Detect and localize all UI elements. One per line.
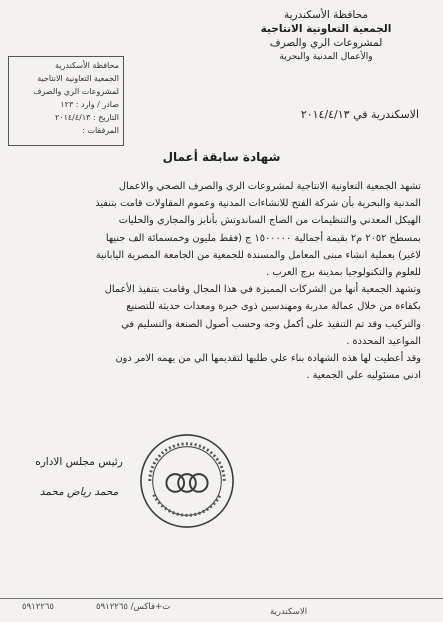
body-line: تشهد الجمعية التعاونية الانتاجية لمشروعات الري والصرف الصحي والاعمال <box>118 181 421 192</box>
org-line: لمشروعات الري والصرف <box>269 37 383 49</box>
stamp-line: الجمعية التعاونية الانتاجية <box>37 74 119 83</box>
signature-block <box>24 452 134 502</box>
signatory-name: محمد رياض محمد <box>39 486 119 498</box>
issue-date: الاسكندرية في ٢٠١٤/٤/١٣ <box>300 108 419 121</box>
body-line: وتشهد الجمعية أنها من الشركات المميزة في هذا المجال وقامت بتنفيذ الأعمال <box>104 284 421 296</box>
stamp-line: المرفقات : <box>82 126 119 135</box>
body-line: لاغير) بعملية انشاء مبنى المعامل والمسندة للجمعية من الجامعة المصرية اليابانية <box>95 249 421 261</box>
certificate-body <box>19 178 421 384</box>
footer-phone-fax: ت+فاكس/ ٥٩١٢٢٦٥ <box>96 602 171 612</box>
organization-header <box>231 8 421 64</box>
stamp-line: محافظة الأسكندرية <box>54 61 119 70</box>
stamp-line: صادر / وارد : ١٢٣ <box>60 100 119 109</box>
body-line: المدنية والبحرية بأن شركة الفتح للانشاءات المدنية وعموم المقاولات قامت بتنفيذ <box>95 198 421 210</box>
registry-stamp-box <box>8 56 124 146</box>
footer-phone: ٥٩١٢٢٦٥ <box>22 602 54 612</box>
stamp-line: لمشروعات الري والصرف <box>33 87 119 96</box>
footer-city: الاسكندرية <box>270 607 308 617</box>
body-line: للعلوم والتكنولوجيا بمدينة برج العرب . <box>266 267 421 279</box>
org-line: والأعمال المدنية والبحرية <box>279 52 373 62</box>
signatory-title: رئيس مجلس الاداره <box>35 456 123 468</box>
cooperative-seal <box>138 432 236 530</box>
body-line: ادني مسئوليه علي الجمعية . <box>306 370 421 382</box>
stamp-line: التاريخ : ٢٠١٤/٤/١٣ <box>54 113 119 122</box>
org-line: الجمعية التعاونية الانتاجية <box>260 23 392 35</box>
body-line: والتركيب وقد تم التنفيذ على أكمل وجه وحسب أصول الصنعة والتسليم في <box>121 318 421 330</box>
body-line: بمسطح ٢٠٥٢ م٢ بقيمة أجمالية ١٥٠٠٠٠٠ ج (فقط مليون وخمسمائة الف جنيها <box>105 232 421 244</box>
body-line: بكفاءة من خلال عمالة مدربة ومهندسين ذوى خبرة ومعدات حديثة للتصنيع <box>126 301 421 313</box>
document-title: شهادة سابقة أعمال <box>162 150 281 164</box>
body-line: وقد أعطيت لها هذه الشهادة بناء علي طلبها لتقديمها الي من يهمه الامر دون <box>115 353 421 365</box>
org-line: محافظة الأسكندرية <box>283 9 368 21</box>
letterhead-footer <box>0 598 443 622</box>
body-line: الهيكل المعدني والتنظيمات من الصاج الساندوتش بأنابز والمجاري والحليات <box>118 215 421 227</box>
body-line: المواعيد المحددة . <box>346 335 421 347</box>
